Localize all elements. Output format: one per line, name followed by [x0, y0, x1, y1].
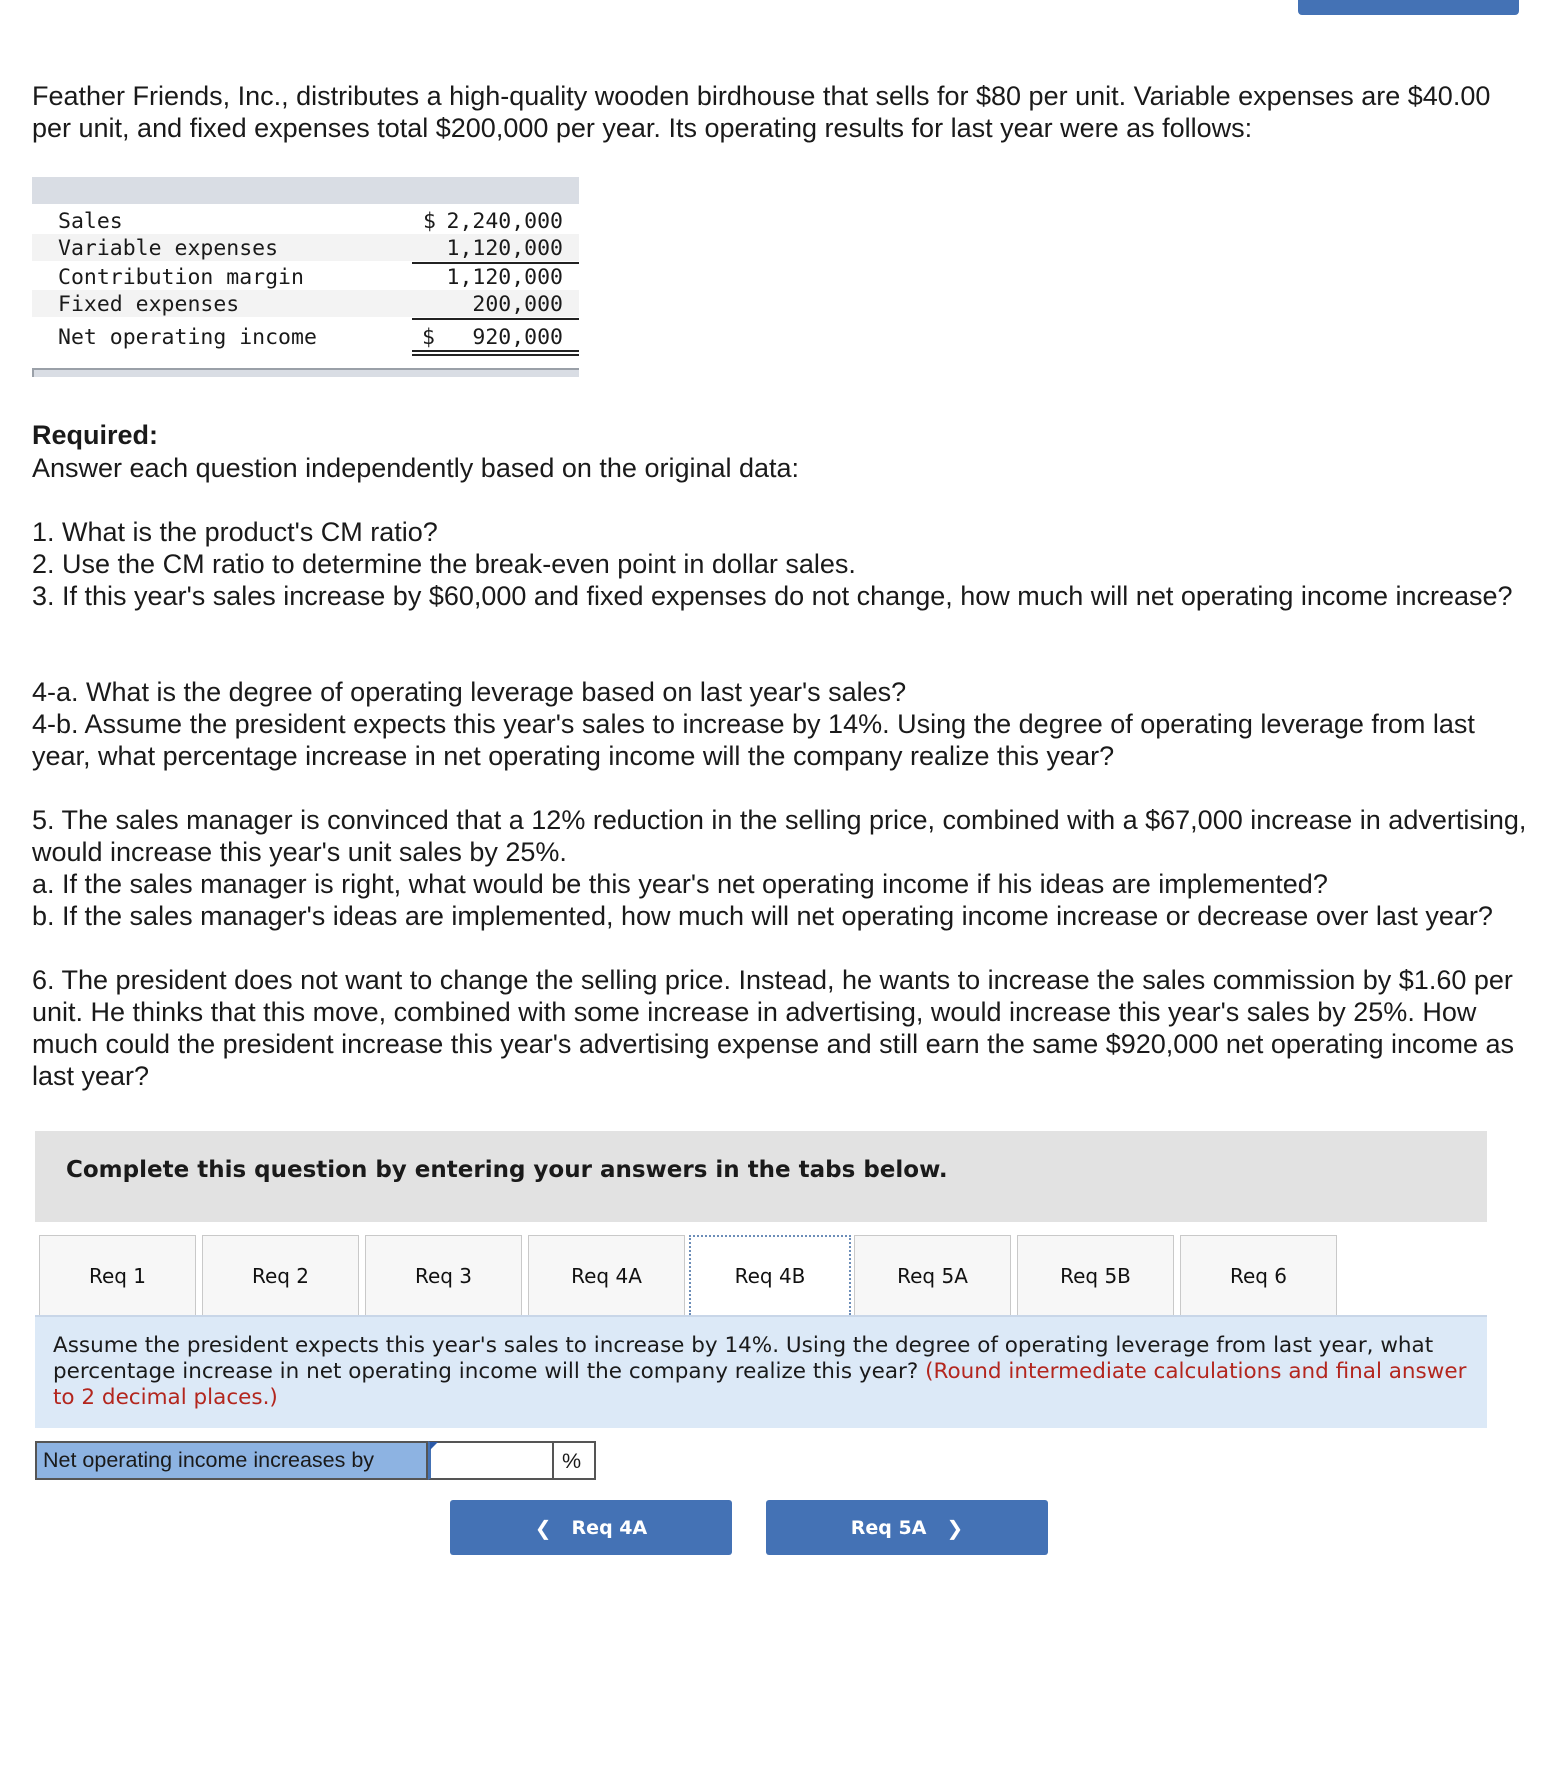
- question-panel-header: [35, 1131, 1487, 1222]
- tab-req-5a[interactable]: Req 5A: [854, 1235, 1011, 1315]
- tab-req-4b[interactable]: Req 4B: [689, 1235, 851, 1315]
- required-heading: Required:: [32, 420, 159, 450]
- question-5b: b. If the sales manager's ideas are implemented, how much will net operating income increase or decrease over last year?: [32, 901, 1493, 931]
- row-label: Variable expenses: [58, 236, 279, 261]
- top-action-button[interactable]: [1298, 0, 1519, 15]
- question-1: 1. What is the product's CM ratio?: [32, 517, 438, 547]
- row-value: 1,120,000: [446, 236, 563, 261]
- question-3: 3. If this year's sales increase by $60,000 and fixed expenses do not change, how much will net operating income increase?: [32, 581, 1513, 611]
- statement-row-contribution-margin: [32, 263, 579, 290]
- question-5: 5. The sales manager is convinced that a 12% reduction in the selling price, combined with a $67,000 increase in advertising, would increase this year's unit sales by 25%.: [32, 805, 1527, 867]
- dollar-sign: $: [423, 209, 436, 234]
- required-subheading: Answer each question independently based on the original data:: [32, 453, 800, 483]
- row-label: Sales: [58, 209, 123, 234]
- row-label: Net operating income: [58, 325, 317, 350]
- tab-req-6[interactable]: Req 6: [1180, 1235, 1337, 1315]
- noi-increase-percent-input[interactable]: [428, 1441, 554, 1480]
- problem-intro: Feather Friends, Inc., distributes a high-quality wooden birdhouse that sells for $80 per unit. Variable expenses are $40.00 per unit, and fixed expenses total $200,000 per year. Its operating results for last year were as follows:: [32, 81, 1491, 143]
- question-2: 2. Use the CM ratio to determine the break-even point in dollar sales.: [32, 549, 856, 579]
- question-4b: 4-b. Assume the president expects this year's sales to increase by 14%. Using the degree of operating leverage from last year, what percentage increase in net operating income will the company realize this year?: [32, 709, 1475, 771]
- tab-req-5b[interactable]: Req 5B: [1017, 1235, 1174, 1315]
- dollar-sign: $: [422, 325, 435, 350]
- statement-footer-band: [32, 368, 579, 377]
- percent-unit: %: [554, 1441, 596, 1480]
- tab-instructions: [35, 1317, 1487, 1428]
- double-underline-top: [412, 350, 579, 352]
- next-req-label: Req 5A: [850, 1516, 927, 1539]
- row-value: 920,000: [472, 325, 563, 350]
- tab-req-3[interactable]: Req 3: [365, 1235, 522, 1315]
- chevron-left-icon: ❮: [534, 1515, 552, 1540]
- statement-row-sales: [32, 207, 579, 234]
- double-underline-bottom: [412, 354, 579, 356]
- statement-row-fixed-expenses: [32, 290, 579, 317]
- question-4a: 4-a. What is the degree of operating leverage based on last year's sales?: [32, 677, 907, 707]
- row-value: 200,000: [472, 292, 563, 317]
- answer-label: Net operating income increases by: [35, 1441, 428, 1480]
- question-6: 6. The president does not want to change the selling price. Instead, he wants to increase the sales commission by $1.60 per unit. He thinks that this move, combined with some increase in advertising, would increase this year's sales by 25%. How much could the president increase this year's advertising expense and still earn the same $920,000 net operating income as last year?: [32, 965, 1515, 1091]
- next-req-button[interactable]: [766, 1500, 1048, 1555]
- statement-header-band: [32, 177, 579, 204]
- statement-row-net-operating-income: [32, 323, 579, 350]
- row-label: Contribution margin: [58, 265, 304, 290]
- chevron-right-icon: ❯: [946, 1515, 964, 1540]
- row-value: 2,240,000: [446, 209, 563, 234]
- panel-header-text: Complete this question by entering your answers in the tabs below.: [66, 1157, 948, 1183]
- tab-req-4a[interactable]: Req 4A: [528, 1235, 685, 1315]
- prev-req-label: Req 4A: [571, 1516, 648, 1539]
- tab-req-2[interactable]: Req 2: [202, 1235, 359, 1315]
- row-label: Fixed expenses: [58, 292, 240, 317]
- question-5a: a. If the sales manager is right, what would be this year's net operating income if his ideas are implemented?: [32, 869, 1328, 899]
- statement-row-variable-expenses: [32, 234, 579, 261]
- tab-req-1[interactable]: Req 1: [39, 1235, 196, 1315]
- input-marker-icon: [430, 1442, 438, 1450]
- instruction-text: Assume the president expects this year's sales to increase by 14%. Using the degree of operating leverage from last year, what percentage increase in net operating income will the company realize this year?: [53, 1333, 1434, 1384]
- instruction-rounding-note: (Round intermediate calculations and final answer to 2 decimal places.): [53, 1359, 1467, 1410]
- prev-req-button[interactable]: [450, 1500, 732, 1555]
- row-value: 1,120,000: [446, 265, 563, 290]
- single-underline: [412, 318, 579, 320]
- income-statement: [32, 177, 579, 377]
